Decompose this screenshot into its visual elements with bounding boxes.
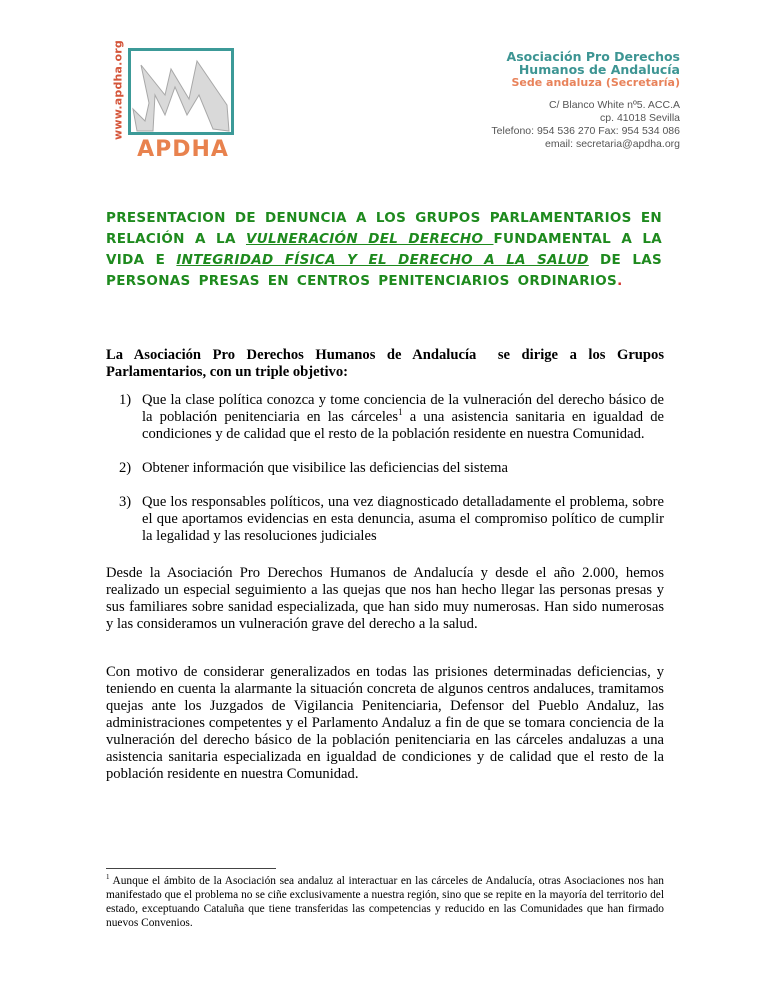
list-item: 1) Que la clase política conozca y tome conciencia de la vulneración del derecho básico de la población penitenciaria en las cárceles$^1$ a una asistencia sanitaria en igualdad de condiciones y de calidad que el resto de la población residente en nuestra Comunidad. xyxy=(119,392,664,442)
logo-emblem xyxy=(128,48,234,135)
org-name-line1: Asociación Pro Derechos xyxy=(506,49,680,64)
footnote-separator xyxy=(106,868,276,869)
paragraph: Desde la Asociación Pro Derechos Humanos de Andalucía y desde el año 2.000, hemos realizado un especial seguimiento a las quejas que nos han hecho llegar las personas presas y sus familiares sobre sanidad especializada, que han sido muy numerosas. Han sido numerosas y las consideramos un vulneración grave del derecho a la salud. xyxy=(106,565,664,632)
title-emphasis-1: VULNERACIÓN DEL DERECHO xyxy=(245,231,494,247)
phone-fax: Telefono: 954 536 270 Fax: 954 534 086 xyxy=(491,125,680,137)
list-item: 2) Obtener información que visibilice las deficiencias del sistema xyxy=(119,460,508,476)
footnote-mark: 1 xyxy=(106,873,110,882)
intro-paragraph: La Asociación Pro Derechos Humanos de Andalucía se dirige a los Grupos Parlamentarios, con un triple objetivo: xyxy=(106,347,665,380)
list-item: 3) Que los responsables políticos, una vez diagnosticado detalladamente el problema, sobre el que aportamos evidencias en esta denuncia, asuma el compromiso político de cumplir la legalidad y las resoluciones judiciales xyxy=(119,494,664,544)
footnote-ref[interactable]: 1 xyxy=(398,407,403,418)
paragraph: Con motivo de considerar generalizados en todas las prisiones determinadas deficiencias, y teniendo en cuenta la alarmante la situación concreta de algunos centros andaluces, tramitamos quejas ante los Juzgados de Vigilancia Penitenciaria, Defensor del Pueblo Andaluz, las administraciones competentes y el Parlamento Andaluz a fin de que se tomara conciencia de la vulneración del derecho básico de la población penitenciaria en las cárceles andaluzas a una asistencia sanitaria especializada en igualdad de condiciones y de calidad que el resto de la población residente en nuestra Comunidad. xyxy=(106,664,664,782)
org-name-line2: Humanos de Andalucía xyxy=(518,62,680,77)
logo-url-vertical: www.apdha.org xyxy=(111,39,125,141)
objectives-list xyxy=(106,392,664,562)
address: C/ Blanco White nº5. ACC.A xyxy=(548,99,680,111)
letterhead xyxy=(491,50,680,151)
logo-name: APDHA xyxy=(137,137,229,162)
postal-code: cp. 41018 Sevilla xyxy=(600,112,680,124)
org-sede: Sede andaluza (Secretaría) xyxy=(511,76,680,89)
title-emphasis-2: INTEGRIDAD FÍSICA Y EL DERECHO A LA SALUD xyxy=(176,252,589,268)
document-title: PRESENTACION DE DENUNCIA A LOS GRUPOS PARLAMENTARIOS EN RELACIÓN A LA VULNERACIÓN DEL DERECHO FUNDAMENTAL A LA VIDA E INTEGRIDAD FÍSICA Y EL DERECHO A LA SALUD DE LAS PERSONAS PRESAS EN CENTROS PENITENCIARIOS ORDINARIOS. xyxy=(106,210,663,289)
flame-shape-icon xyxy=(131,51,231,132)
contact-block xyxy=(491,99,680,151)
email: email: secretaria@apdha.org xyxy=(545,138,680,150)
footnote: $^1$ Aunque el ámbito de la Asociación sea andaluz al interactuar en las cárceles de Andalucía, otras Asociaciones nos han manifestado que el problema no se ciñe exclusivamente a nuestra región, sino que se repite en la mayoría del territorio del estado, exceptuando Cataluña que tiene transferidas las competencias y reducido en las Comunidades que han firmado nuevos Convenios. xyxy=(106,873,664,929)
